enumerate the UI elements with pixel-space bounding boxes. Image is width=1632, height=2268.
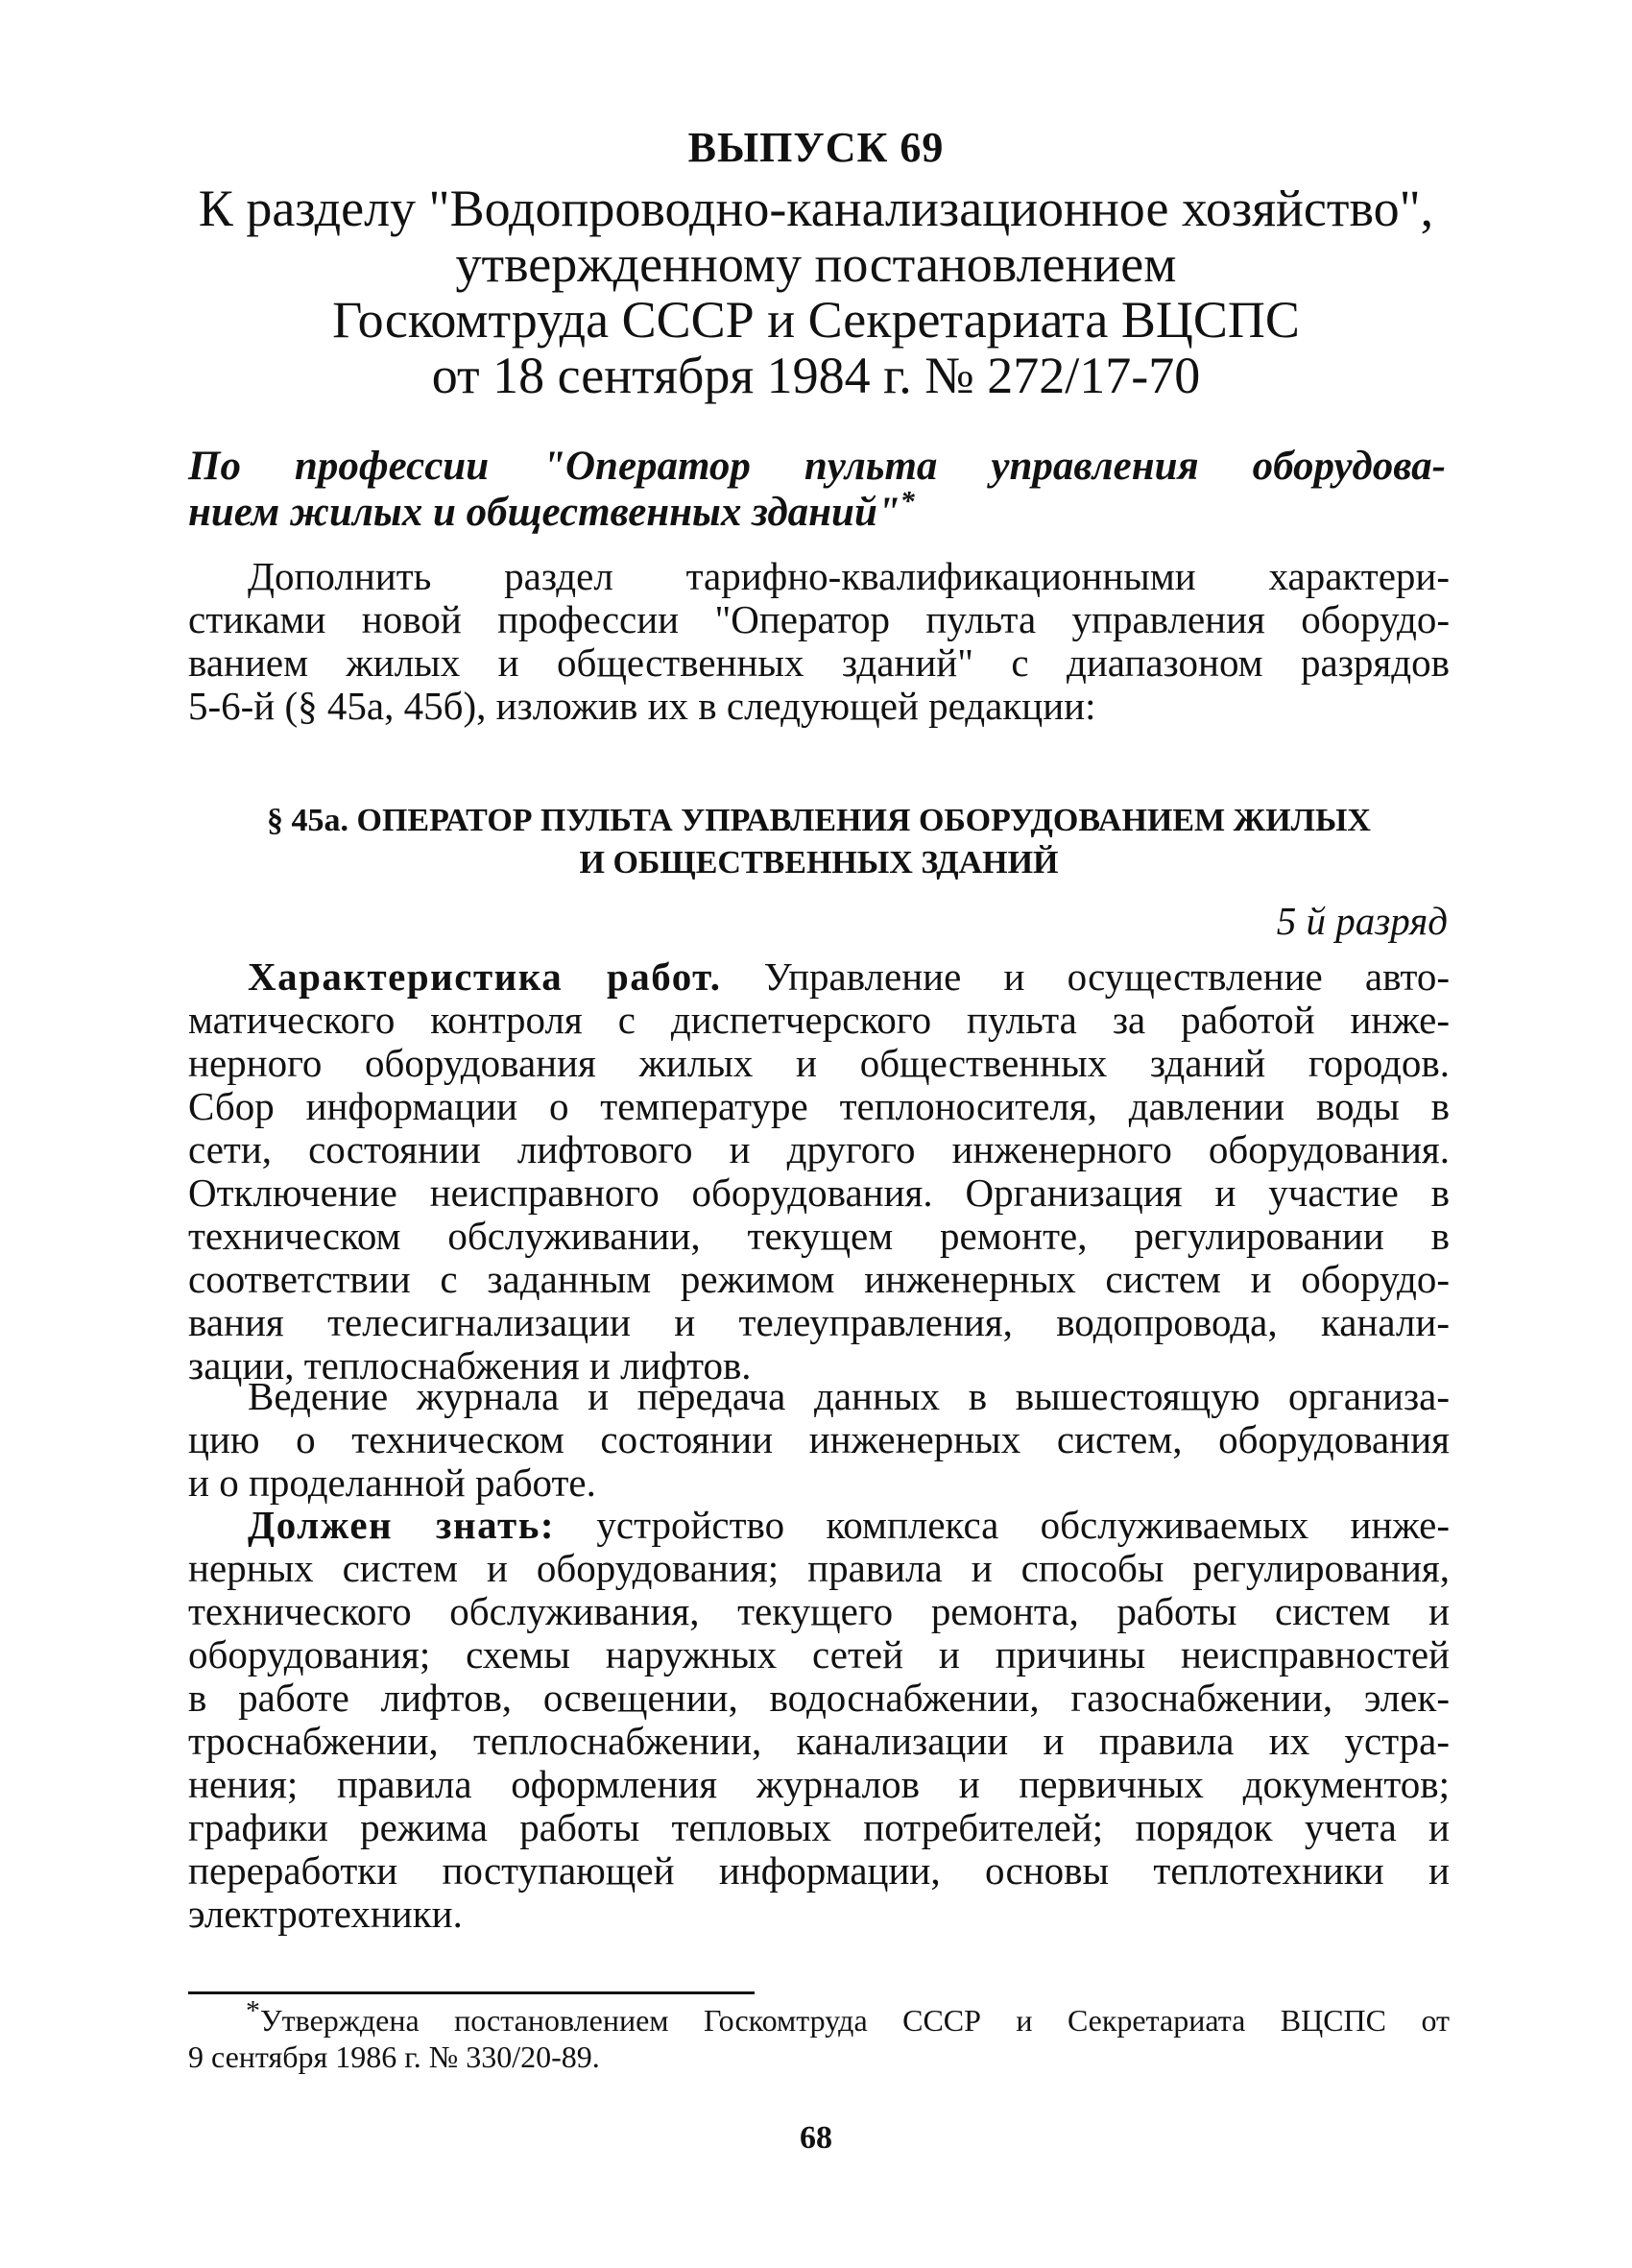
footnote-text: Утверждена постановлением Госкомтруда СССР и Секретариата ВЦСПС от bbox=[260, 2003, 1450, 2038]
footnote-line: 9 сентября 1986 г. № 330/20-89. bbox=[188, 2039, 600, 2074]
profession-heading-text: нием жилых и общественных зданий" bbox=[188, 490, 900, 535]
footnote-reference: * bbox=[900, 485, 915, 518]
text-line: нерного оборудования жилых и общественных зданий городов. bbox=[188, 1041, 1450, 1085]
section-heading bbox=[144, 181, 1488, 403]
text-line: стиками новой профессии "Оператор пульта управления оборудо- bbox=[188, 597, 1450, 641]
footnote-divider bbox=[188, 1991, 755, 1994]
text-line: 5-6-й (§ 45а, 45б), изложив их в следующей редакции: bbox=[188, 684, 1096, 728]
grade-label: 5 й разряд bbox=[1276, 899, 1448, 943]
text-line: вания телесигнализации и телеуправления, водопровода, канали- bbox=[188, 1300, 1450, 1344]
text-line: Отключение неисправного оборудования. Организация и участие в bbox=[188, 1170, 1450, 1215]
text-line: матического контроля с диспетчерского пульта за работой инже- bbox=[188, 998, 1450, 1042]
text-line: электротехники. bbox=[188, 1892, 463, 1936]
text-line: Сбор информации о температуре теплоносителя, давлении воды в bbox=[188, 1084, 1450, 1128]
section-heading-line: от 18 сентября 1984 г. № 272/17-70 bbox=[431, 347, 1201, 404]
intro-paragraph bbox=[188, 555, 1450, 728]
work-characteristics bbox=[188, 955, 1450, 1387]
text-line: троснабжении, теплоснабжении, канализации и правила их устра- bbox=[188, 1719, 1450, 1763]
text-line: зации, теплоснабжения и лифтов. bbox=[188, 1343, 752, 1387]
text-line: Ведение журнала и передача данных в вышестоящую организа- bbox=[248, 1374, 1450, 1418]
page-number: 68 bbox=[800, 2120, 832, 2156]
paragraph-title-line: И ОБЩЕСТВЕННЫХ ЗДАНИЙ bbox=[579, 845, 1059, 881]
text-line: технического обслуживания, текущего ремонта, работы систем и bbox=[188, 1589, 1450, 1633]
text-line bbox=[188, 1504, 1450, 1547]
text-line: нерных систем и оборудования; правила и способы регулирования, bbox=[188, 1546, 1450, 1590]
text-line: соответствии с заданным режимом инженерных систем и оборудо- bbox=[188, 1257, 1450, 1301]
paragraph-title-line: § 45а. ОПЕРАТОР ПУЛЬТА УПРАВЛЕНИЯ ОБОРУДОВАНИЕМ ЖИЛЫХ bbox=[267, 803, 1371, 838]
footnote bbox=[188, 1994, 1450, 2075]
work-characteristics-label: Характеристика работ. bbox=[248, 954, 722, 999]
footnote-line bbox=[188, 1994, 1450, 2039]
text-line: техническом обслуживании, текущем ремонте, регулировании в bbox=[188, 1214, 1450, 1258]
text-line: графики режима работы тепловых потребителей; порядок учета и bbox=[188, 1805, 1450, 1849]
journal-paragraph bbox=[188, 1375, 1450, 1505]
text-line: в работе лифтов, освещении, водоснабжении, газоснабжении, элек- bbox=[188, 1676, 1450, 1720]
work-characteristics-text: Управление и осуществление авто- bbox=[721, 954, 1450, 999]
text-line: оборудования; схемы наружных сетей и причины неисправностей bbox=[188, 1632, 1450, 1677]
issue-title: ВЫПУСК 69 bbox=[687, 124, 945, 171]
paragraph-title bbox=[188, 800, 1450, 884]
section-heading-line: утвержденному постановлением bbox=[455, 235, 1177, 293]
text-line: ванием жилых и общественных зданий" с диапазоном разрядов bbox=[188, 640, 1450, 685]
profession-heading-line bbox=[188, 485, 1446, 536]
section-heading-line: К разделу "Водопроводно-канализационное хозяйство", bbox=[198, 180, 1434, 237]
text-line: цию о техническом состоянии инженерных систем, оборудования bbox=[188, 1417, 1450, 1461]
profession-heading bbox=[188, 444, 1446, 536]
knowledge-text: устройство комплекса обслуживаемых инже- bbox=[555, 1503, 1450, 1547]
footnote-mark: * bbox=[246, 1994, 260, 2027]
text-line: и о проделанной работе. bbox=[188, 1460, 596, 1505]
text-line: нения; правила оформления журналов и первичных документов; bbox=[188, 1762, 1450, 1806]
text-line: Дополнить раздел тарифно-квалификационными характери- bbox=[248, 554, 1450, 598]
knowledge-label: Должен знать: bbox=[248, 1503, 556, 1547]
section-heading-line: Госкомтруда СССР и Секретариата ВЦСПС bbox=[332, 291, 1300, 349]
text-line: переработки поступающей информации, основы теплотехники и bbox=[188, 1848, 1450, 1893]
knowledge-paragraph bbox=[188, 1504, 1450, 1936]
text-line: сети, состоянии лифтового и другого инженерного оборудования. bbox=[188, 1127, 1450, 1171]
profession-heading-line: По профессии "Оператор пульта управления оборудова- bbox=[188, 444, 1446, 489]
text-line bbox=[188, 955, 1450, 999]
